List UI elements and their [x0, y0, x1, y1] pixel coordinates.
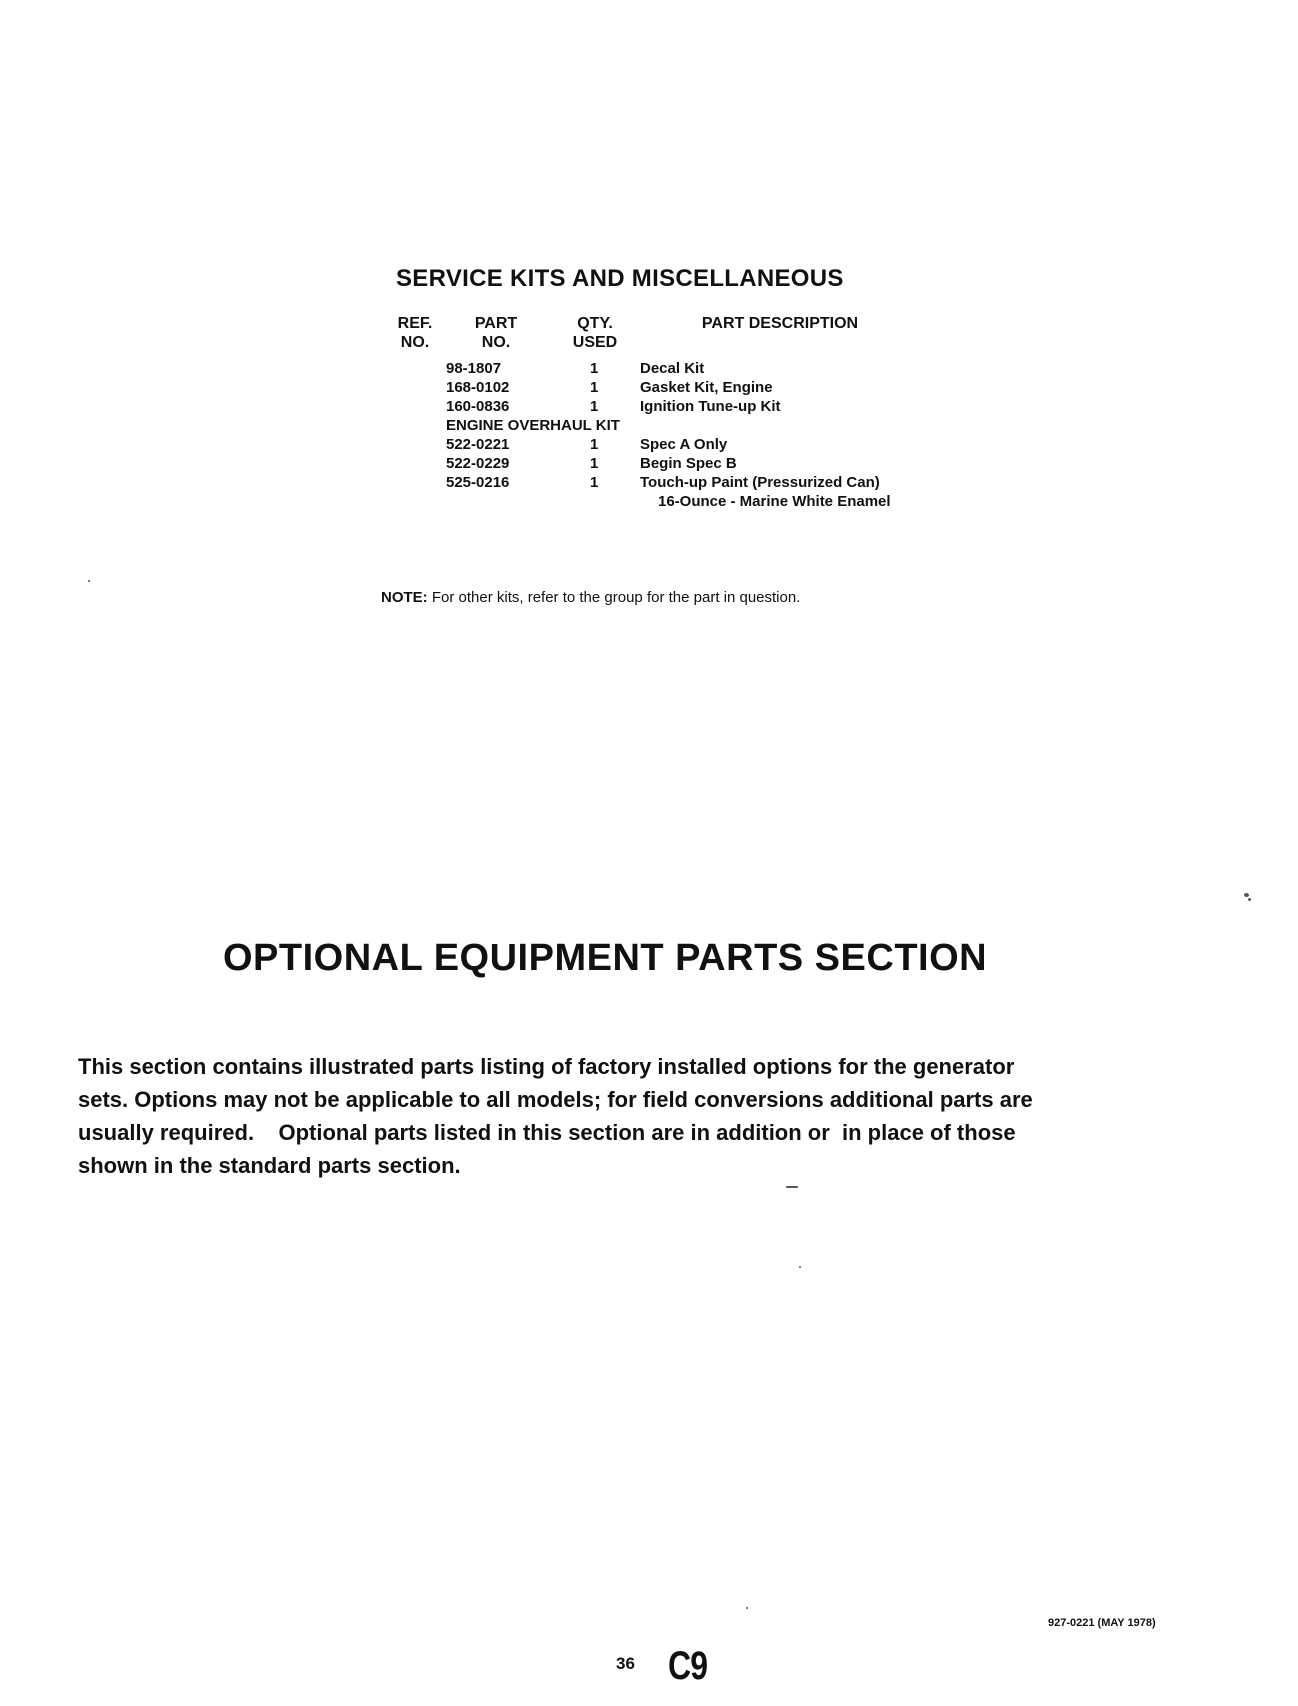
page-number: 36 — [616, 1654, 635, 1673]
part-number: 168-0102 — [446, 379, 510, 396]
scan-speck — [799, 1266, 801, 1268]
part-description: Touch-up Paint (Pressurized Can) — [640, 474, 880, 491]
part-number: 522-0221 — [446, 436, 510, 453]
note — [381, 589, 800, 606]
header-part-no: PART NO. — [474, 315, 518, 351]
paragraph-line: shown in the standard parts section. — [78, 1153, 461, 1178]
paragraph-line: sets. Options may not be applicable to all models; for field conversions additional parts are — [78, 1087, 1033, 1112]
part-number: 522-0229 — [446, 455, 510, 472]
part-description: Ignition Tune-up Kit — [640, 398, 781, 415]
note-text: For other kits, refer to the group for the part in question. — [431, 589, 801, 606]
part-number: 98-1807 — [446, 360, 502, 377]
qty-used: 1 — [590, 379, 599, 396]
part-description-continued: 16-Ounce - Marine White Enamel — [658, 493, 891, 510]
qty-used: 1 — [590, 474, 599, 491]
scan-speck — [746, 1607, 748, 1609]
qty-used: 1 — [590, 436, 599, 453]
scan-speck — [88, 580, 90, 582]
scan-speck — [1244, 893, 1249, 897]
part-number: 525-0216 — [446, 474, 510, 491]
paragraph-line: This section contains illustrated parts listing of factory installed options for the generator — [78, 1054, 1015, 1079]
scan-speck — [1248, 898, 1251, 901]
document-number: 927-0221 (MAY 1978) — [1048, 1617, 1156, 1629]
note-label: NOTE: — [381, 589, 428, 606]
group-heading: ENGINE OVERHAUL KIT — [446, 417, 620, 434]
scan-speck — [786, 1186, 798, 1188]
header-ref-no: REF. NO. — [397, 315, 433, 351]
qty-used: 1 — [590, 360, 599, 377]
part-description: Spec A Only — [640, 436, 728, 453]
optional-section-paragraph — [78, 1050, 1188, 1182]
part-description: Begin Spec B — [640, 455, 737, 472]
paragraph-line: usually required. Optional parts listed in this section are in addition or in place of those — [78, 1120, 1016, 1145]
service-kits-title: SERVICE KITS AND MISCELLANEOUS — [396, 265, 844, 292]
qty-used: 1 — [590, 455, 599, 472]
optional-section-title: OPTIONAL EQUIPMENT PARTS SECTION — [223, 937, 988, 979]
header-part-description: PART DESCRIPTION — [701, 315, 859, 332]
qty-used: 1 — [590, 398, 599, 415]
fiche-code: C9 — [668, 1644, 708, 1688]
part-description: Decal Kit — [640, 360, 705, 377]
part-number: 160-0836 — [446, 398, 510, 415]
header-qty-used: QTY. USED — [572, 315, 618, 351]
part-description: Gasket Kit, Engine — [640, 379, 773, 396]
